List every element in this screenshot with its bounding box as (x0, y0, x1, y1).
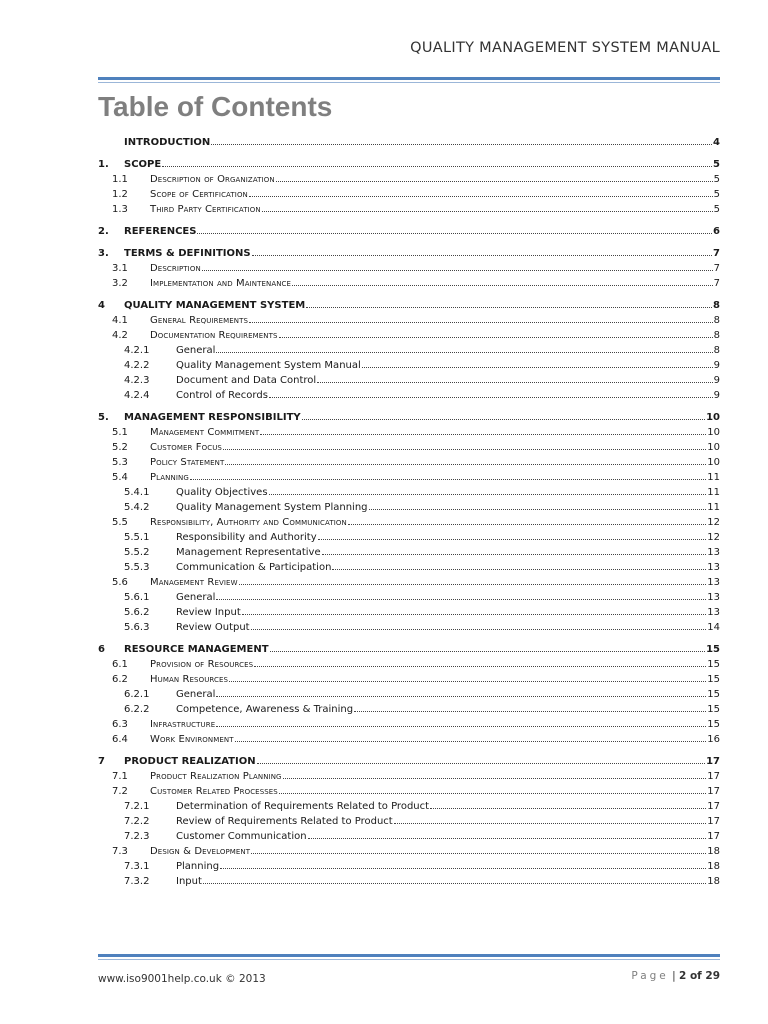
toc-entry[interactable] (98, 603, 720, 618)
toc-entry-title: RESOURCE MANAGEMENT (124, 644, 269, 655)
toc-entry[interactable] (98, 812, 720, 827)
toc-entry[interactable] (98, 513, 720, 528)
toc-dot-leader (216, 725, 706, 727)
toc-entry-page: 13 (707, 562, 720, 573)
toc-entry-title: Management Commitment (150, 427, 260, 438)
toc-entry-title-group (98, 876, 202, 887)
toc-dot-leader (317, 381, 712, 383)
toc-entry[interactable] (98, 326, 720, 341)
toc-dot-leader (216, 351, 712, 353)
toc-entry-title-group (98, 360, 361, 371)
toc-entry-number: 4.2.1 (124, 345, 150, 356)
toc-entry-number: 4.2.4 (124, 390, 150, 401)
toc-entry-page: 12 (707, 532, 720, 543)
toc-entry-title-group (98, 427, 259, 438)
toc-dot-leader (279, 336, 713, 338)
toc-dot-leader (302, 418, 705, 420)
toc-entry-number: 5.2 (112, 442, 128, 453)
toc-entry-title-group (98, 674, 228, 685)
toc-dot-leader (162, 165, 712, 167)
toc-dot-leader (249, 321, 713, 323)
toc-entry[interactable] (98, 408, 720, 423)
toc-entry-title-group (98, 689, 215, 700)
toc-entry-title: Product Realization Planning (150, 771, 282, 782)
toc-entry-title: Input (176, 876, 202, 887)
toc-dot-leader (369, 508, 707, 510)
toc-entry-title: Document and Data Control (176, 375, 317, 386)
toc-entry-number: 6.4 (112, 734, 128, 745)
toc-entry-title-group (98, 532, 317, 543)
toc-entry-page: 7 (713, 248, 720, 259)
toc-entry-title-group (98, 846, 250, 857)
toc-entry[interactable] (98, 438, 720, 453)
toc-entry-title: Description of Organization (150, 174, 275, 185)
toc-entry-title: General (176, 592, 216, 603)
toc-dot-leader (279, 792, 706, 794)
toc-entry-page: 5 (713, 174, 720, 185)
toc-entry-page: 11 (707, 487, 720, 498)
toc-entry-title-group (98, 756, 256, 767)
toc-dot-leader (251, 852, 706, 854)
footer-website: www.iso9001help.co.uk © 2013 (98, 973, 266, 985)
toc-dot-leader (190, 478, 706, 480)
toc-entry[interactable] (98, 543, 720, 558)
toc-dot-leader (269, 493, 707, 495)
toc-entry-number: 6 (98, 644, 105, 655)
toc-entry-page: 7 (713, 263, 720, 274)
toc-entry-title: Responsibility, Authority and Communication (150, 517, 347, 528)
toc-entry-title: Responsibility and Authority (176, 532, 317, 543)
toc-entry-title-group (98, 786, 278, 797)
toc-entry-title: Description (150, 263, 201, 274)
toc-entry[interactable] (98, 222, 720, 237)
toc-entry[interactable] (98, 453, 720, 468)
toc-entry-title-group (98, 562, 331, 573)
toc-entry-number: 5.5.1 (124, 532, 150, 543)
toc-entry-title-group (98, 547, 321, 558)
toc-entry-title-group (98, 644, 269, 655)
toc-entry-number: 1.2 (112, 189, 128, 200)
toc-entry-title: General Requirements (150, 315, 249, 326)
toc-entry-title-group (98, 375, 316, 386)
toc-entry-title-group (98, 704, 353, 715)
toc-entry-number: 7.2.2 (124, 816, 150, 827)
toc-entry-title: Management Representative (176, 547, 321, 558)
toc-entry[interactable] (98, 715, 720, 730)
toc-entry-title-group (98, 801, 429, 812)
toc-dot-leader (249, 195, 713, 197)
toc-entry-title: Quality Objectives (176, 487, 268, 498)
toc-entry-page: 15 (707, 659, 720, 670)
toc-entry[interactable] (98, 842, 720, 857)
toc-entry-page: 5 (713, 159, 720, 170)
toc-entry-number: 7.2.1 (124, 801, 150, 812)
toc-dot-leader (242, 613, 707, 615)
toc-entry-title-group (98, 816, 393, 827)
toc-entry-title-group (98, 487, 268, 498)
table-of-contents (98, 133, 720, 887)
toc-entry-number: 7.1 (112, 771, 128, 782)
toc-dot-leader (254, 665, 706, 667)
toc-entry[interactable] (98, 311, 720, 326)
toc-entry-page: 17 (706, 756, 720, 767)
toc-entry-title: Scope of Certification (150, 189, 248, 200)
toc-entry[interactable] (98, 797, 720, 812)
toc-entry-title: Determination of Requirements Related to Product (176, 801, 430, 812)
toc-entry-title: Quality Management System Planning (176, 502, 368, 513)
toc-entry[interactable] (98, 528, 720, 543)
toc-entry-title: Provision of Resources (150, 659, 254, 670)
toc-entry[interactable] (98, 200, 720, 215)
toc-entry[interactable] (98, 296, 720, 311)
toc-dot-leader (430, 807, 706, 809)
toc-entry-number: 5.6.2 (124, 607, 150, 618)
toc-entry-page: 17 (707, 786, 720, 797)
toc-entry-title: INTRODUCTION (124, 137, 211, 148)
toc-entry[interactable] (98, 259, 720, 274)
toc-entry[interactable] (98, 185, 720, 200)
toc-dot-leader (202, 269, 713, 271)
toc-entry-title: Infrastructure (150, 719, 216, 730)
toc-entry[interactable] (98, 618, 720, 633)
toc-entry[interactable] (98, 857, 720, 872)
toc-entry-title-group (98, 442, 222, 453)
toc-entry-title: General (176, 689, 216, 700)
toc-entry[interactable] (98, 558, 720, 573)
toc-entry-number: 5.4 (112, 472, 128, 483)
toc-entry[interactable] (98, 341, 720, 356)
toc-entry-title-group (98, 412, 301, 423)
toc-entry-page: 15 (706, 644, 720, 655)
toc-entry-title: Customer Related Processes (150, 786, 278, 797)
toc-entry-title-group (98, 622, 250, 633)
toc-entry-title: Third Party Certification (150, 204, 261, 215)
toc-entry-page: 15 (707, 704, 720, 715)
toc-entry-page: 8 (713, 345, 720, 356)
toc-dot-leader (348, 523, 706, 525)
toc-dot-leader (270, 650, 706, 652)
footer-page-count: 2 of 29 (678, 970, 720, 982)
toc-dot-leader (211, 143, 712, 145)
toc-entry-title-group (98, 771, 282, 782)
footer-rule-thin (98, 959, 720, 960)
toc-entry-page: 10 (706, 412, 720, 423)
toc-entry-page: 9 (713, 390, 720, 401)
toc-entry-title: SCOPE (124, 159, 162, 170)
toc-entry[interactable] (98, 371, 720, 386)
toc-entry-number: 4.2 (112, 330, 128, 341)
toc-entry-title: QUALITY MANAGEMENT SYSTEM (124, 300, 306, 311)
toc-entry-page: 9 (713, 360, 720, 371)
toc-entry-page: 16 (707, 734, 720, 745)
toc-entry-title-group (98, 719, 215, 730)
toc-entry-title: Documentation Requirements (150, 330, 278, 341)
toc-entry-title: Human Resources (150, 674, 229, 685)
toc-entry-page: 11 (707, 502, 720, 513)
toc-entry-title-group (98, 263, 201, 274)
toc-entry-title: REFERENCES (124, 226, 197, 237)
toc-entry-page: 12 (707, 517, 720, 528)
toc-entry-number: 4 (98, 300, 105, 311)
toc-entry-page: 8 (713, 330, 720, 341)
toc-entry-title-group (98, 472, 189, 483)
toc-dot-leader (216, 598, 706, 600)
toc-entry-page: 4 (713, 137, 720, 148)
toc-entry[interactable] (98, 468, 720, 483)
toc-entry-title: Implementation and Maintenance (150, 278, 292, 289)
toc-dot-leader (306, 306, 712, 308)
toc-entry-number: 7 (98, 756, 105, 767)
toc-entry-page: 14 (707, 622, 720, 633)
toc-entry-page: 17 (707, 801, 720, 812)
toc-dot-leader (276, 180, 713, 182)
toc-dot-leader (332, 568, 706, 570)
toc-entry-number: 5.6.1 (124, 592, 150, 603)
toc-entry-title: Customer Focus (150, 442, 222, 453)
toc-entry[interactable] (98, 655, 720, 670)
toc-dot-leader (260, 433, 706, 435)
toc-entry[interactable] (98, 685, 720, 700)
toc-entry-number: 5.5.2 (124, 547, 150, 558)
toc-entry-number: 1. (98, 159, 109, 170)
toc-entry-page: 5 (713, 204, 720, 215)
toc-entry-page: 18 (707, 861, 720, 872)
toc-entry-page: 10 (707, 442, 720, 453)
toc-entry-title-group (98, 315, 248, 326)
toc-entry-number: 2. (98, 226, 109, 237)
toc-entry[interactable] (98, 498, 720, 513)
toc-entry-title: Review Input (176, 607, 241, 618)
toc-entry[interactable] (98, 155, 720, 170)
toc-dot-leader (269, 396, 713, 398)
toc-entry-title: Communication & Participation (176, 562, 332, 573)
toc-entry-number: 5.5.3 (124, 562, 150, 573)
toc-entry[interactable] (98, 872, 720, 887)
toc-entry-number: 6.1 (112, 659, 128, 670)
toc-entry-title-group (98, 457, 224, 468)
toc-dot-leader (216, 695, 706, 697)
toc-entry[interactable] (98, 244, 720, 259)
footer-page-word: Page (631, 970, 669, 982)
toc-dot-leader (292, 284, 713, 286)
toc-entry-title: Planning (150, 472, 189, 483)
toc-entry-number: 7.3 (112, 846, 128, 857)
toc-entry-page: 5 (713, 189, 720, 200)
toc-entry-page: 15 (707, 719, 720, 730)
toc-entry-title-group (98, 226, 196, 237)
toc-entry-page: 13 (707, 577, 720, 588)
toc-entry[interactable] (98, 730, 720, 745)
toc-dot-leader (220, 867, 706, 869)
toc-entry-title-group (98, 159, 161, 170)
toc-dot-leader (197, 232, 712, 234)
toc-entry-number: 1.1 (112, 174, 128, 185)
toc-entry-title-group (98, 189, 248, 200)
toc-entry[interactable] (98, 483, 720, 498)
toc-entry-page: 15 (707, 674, 720, 685)
toc-entry-title-group (98, 174, 275, 185)
toc-dot-leader (257, 762, 705, 764)
toc-entry[interactable] (98, 133, 720, 148)
toc-entry[interactable] (98, 588, 720, 603)
toc-entry-page: 7 (713, 278, 720, 289)
toc-entry-number: 5.5 (112, 517, 128, 528)
toc-entry-page: 10 (707, 427, 720, 438)
toc-entry-number: 4.2.3 (124, 375, 150, 386)
toc-dot-leader (283, 777, 707, 779)
toc-entry-title-group (98, 831, 307, 842)
toc-entry-number: 7.2 (112, 786, 128, 797)
toc-entry-number: 6.2.2 (124, 704, 150, 715)
toc-entry[interactable] (98, 386, 720, 401)
toc-entry-number: 6.3 (112, 719, 128, 730)
toc-entry-page: 10 (707, 457, 720, 468)
toc-entry-title: Review Output (176, 622, 250, 633)
toc-dot-leader (235, 740, 707, 742)
toc-entry-number: 1.3 (112, 204, 128, 215)
toc-entry-page: 6 (713, 226, 720, 237)
toc-entry-title-group (98, 517, 347, 528)
toc-dot-leader (229, 680, 706, 682)
toc-entry[interactable] (98, 827, 720, 842)
toc-entry-page: 15 (707, 689, 720, 700)
header-rule-thin (98, 82, 720, 83)
toc-entry-title: TERMS & DEFINITIONS (124, 248, 251, 259)
toc-entry-title: Customer Communication (176, 831, 307, 842)
toc-entry-title: Competence, Awareness & Training (176, 704, 354, 715)
toc-dot-leader (203, 882, 706, 884)
toc-dot-leader (322, 553, 707, 555)
page-title: Table of Contents (98, 91, 333, 122)
toc-entry-title-group (98, 248, 251, 259)
running-header: QUALITY MANAGEMENT SYSTEM MANUAL (410, 40, 720, 56)
toc-entry[interactable] (98, 170, 720, 185)
toc-entry-title: Design & Development (150, 846, 251, 857)
footer-page-separator: | (672, 970, 676, 982)
toc-entry-number: 5.3 (112, 457, 128, 468)
toc-entry-title-group (98, 592, 215, 603)
toc-entry-page: 11 (707, 472, 720, 483)
toc-entry-number: 4.1 (112, 315, 128, 326)
toc-dot-leader (354, 710, 706, 712)
toc-entry-title: Review of Requirements Related to Product (176, 816, 393, 827)
toc-entry[interactable] (98, 274, 720, 289)
toc-entry-title-group (98, 502, 368, 513)
toc-entry[interactable] (98, 752, 720, 767)
toc-entry-page: 13 (707, 607, 720, 618)
toc-dot-leader (239, 583, 707, 585)
toc-entry-number: 3.1 (112, 263, 128, 274)
toc-dot-leader (262, 210, 713, 212)
toc-entry-page: 18 (707, 876, 720, 887)
toc-dot-leader (251, 628, 707, 630)
toc-dot-leader (318, 538, 707, 540)
toc-entry-title-group (98, 137, 210, 148)
toc-entry-page: 18 (707, 846, 720, 857)
toc-entry-number: 7.3.2 (124, 876, 150, 887)
toc-entry-number: 6.2 (112, 674, 128, 685)
toc-entry-title-group (98, 861, 219, 872)
toc-entry-title: MANAGEMENT RESPONSIBILITY (124, 412, 301, 423)
toc-entry[interactable] (98, 700, 720, 715)
toc-entry-page: 17 (707, 771, 720, 782)
toc-entry-title: Quality Management System Manual (176, 360, 361, 371)
toc-entry-page: 9 (713, 375, 720, 386)
toc-entry-title: Planning (176, 861, 220, 872)
toc-entry-number: 7.3.1 (124, 861, 150, 872)
footer-page-number (631, 970, 720, 982)
toc-entry[interactable] (98, 423, 720, 438)
toc-entry[interactable] (98, 640, 720, 655)
footer-rule (98, 954, 720, 957)
toc-entry-title-group (98, 300, 305, 311)
toc-entry-title-group (98, 390, 268, 401)
toc-dot-leader (225, 463, 706, 465)
toc-entry-number: 7.2.3 (124, 831, 150, 842)
toc-entry-page: 13 (707, 547, 720, 558)
toc-entry-title-group (98, 345, 215, 356)
toc-entry-number: 5.6.3 (124, 622, 150, 633)
toc-entry[interactable] (98, 782, 720, 797)
header-rule (98, 77, 720, 80)
toc-entry-number: 3.2 (112, 278, 128, 289)
toc-entry-number: 5. (98, 412, 109, 423)
toc-entry-title-group (98, 204, 261, 215)
toc-entry-title: Management Review (150, 577, 238, 588)
toc-entry[interactable] (98, 573, 720, 588)
toc-dot-leader (394, 822, 707, 824)
toc-entry[interactable] (98, 670, 720, 685)
toc-dot-leader (362, 366, 713, 368)
toc-entry-title-group (98, 734, 234, 745)
toc-entry-title: PRODUCT REALIZATION (124, 756, 256, 767)
toc-entry-title-group (98, 278, 291, 289)
toc-entry-title-group (98, 659, 253, 670)
toc-entry[interactable] (98, 356, 720, 371)
toc-entry-page: 17 (707, 831, 720, 842)
toc-entry[interactable] (98, 767, 720, 782)
toc-entry-number: 4.2.2 (124, 360, 150, 371)
toc-entry-number: 6.2.1 (124, 689, 150, 700)
toc-entry-page: 8 (713, 315, 720, 326)
toc-dot-leader (308, 837, 707, 839)
toc-entry-number: 5.4.2 (124, 502, 150, 513)
toc-entry-title-group (98, 577, 238, 588)
toc-dot-leader (223, 448, 706, 450)
toc-entry-title-group (98, 607, 241, 618)
toc-entry-number: 3. (98, 248, 109, 259)
toc-entry-page: 13 (707, 592, 720, 603)
toc-entry-number: 5.6 (112, 577, 128, 588)
toc-entry-title-group (98, 330, 278, 341)
toc-entry-number: 5.1 (112, 427, 128, 438)
toc-dot-leader (252, 254, 712, 256)
toc-entry-title: Control of Records (176, 390, 268, 401)
toc-entry-title: Work Environment (150, 734, 234, 745)
toc-entry-title: General (176, 345, 216, 356)
toc-entry-page: 17 (707, 816, 720, 827)
toc-entry-page: 8 (713, 300, 720, 311)
toc-entry-number: 5.4.1 (124, 487, 150, 498)
toc-entry-title: Policy Statement (150, 457, 225, 468)
